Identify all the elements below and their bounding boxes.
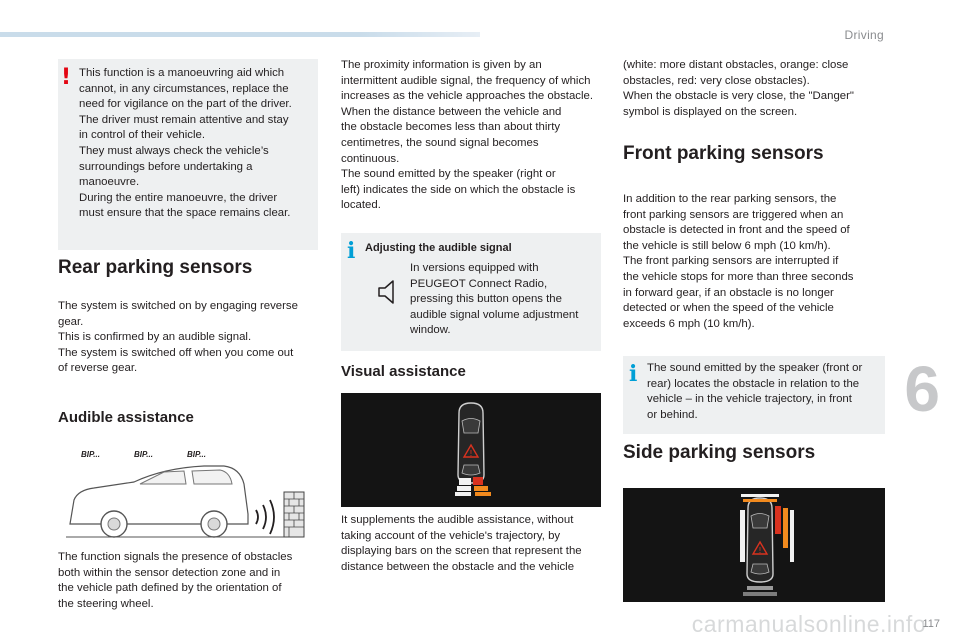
chapter-number: 6: [904, 353, 940, 425]
audible-assistance-text: The function signals the presence of obstacles both within the sensor detection zone and in the vehicle path defined by the orientation of the steering wheel.: [58, 551, 293, 610]
car-reversing-icon: [64, 444, 314, 544]
front-bar-white: [741, 494, 779, 497]
audible-assistance-title: Audible assistance: [58, 409, 194, 426]
rear-bar-grey: [747, 586, 773, 590]
rear-sensors-text: The system is switched on by engaging reverse gear. This is confirmed by an audible signal. The system is switched off when you come out of reverse gear.: [58, 300, 298, 375]
rear-bar-white: [457, 486, 471, 491]
car-topview-icon: [623, 488, 885, 602]
info-icon: i: [629, 361, 638, 387]
bip-label: BIP...: [81, 450, 100, 459]
info-icon: i: [347, 238, 356, 264]
rear-bar-white: [459, 478, 471, 485]
side-bar-white: [740, 510, 745, 562]
front-bar-orange: [743, 499, 777, 502]
front-sensors-title: Front parking sensors: [623, 143, 824, 164]
side-bar-orange: [783, 508, 788, 548]
rear-bar-orange: [474, 486, 488, 491]
warning-text: This function is a manoeuvring aid which cannot, in any circumstances, replace the need for vigilance on the part of the driver. The driver must remain attentive and stay in control of their vehicle. They must always check the vehicle’s surroundings before undertaking a manoeuvre. During the entire manoeuvre, the driver must ensure that the space remains clear.: [79, 67, 292, 220]
side-bar-white: [790, 510, 794, 562]
adjust-signal-box: [341, 233, 601, 351]
visual-assistance-text: It supplements the audible assistance, without taking account of the vehicle's trajectory, by displaying bars on the screen that represent the distance between the obstacle and the vehicle: [341, 514, 582, 573]
proximity-text: The proximity information is given by an intermittent audible signal, the frequency of which increases as the vehicle approaches the obstacle. When the distance between the vehicle and the obstacle becomes less than about thirty centimetres, the sound signal becomes continuous. The sound emitted by the speaker (right or left) indicates the side on which the obstacle is located.: [341, 59, 594, 212]
rear-bar-white: [455, 492, 471, 496]
side-sensors-title: Side parking sensors: [623, 442, 816, 463]
warning-exclamation-icon: !: [61, 65, 72, 90]
rear-bar-orange: [475, 492, 491, 496]
header-bar: [0, 32, 480, 37]
svg-text:!: !: [469, 449, 473, 458]
speaker-info-text: The sound emitted by the speaker (front or rear) locates the obstacle in relation to the vehicle – in the vehicle trajectory, in front or behind.: [647, 362, 863, 421]
bip-label: BIP...: [187, 450, 206, 459]
car-topview-icon: [341, 393, 601, 507]
svg-text:!: !: [758, 546, 762, 555]
adjust-signal-text: In versions equipped with PEUGEOT Connect Radio, pressing this button opens the audible signal volume adjustment window.: [410, 262, 579, 337]
rear-bar-red: [473, 477, 483, 485]
side-sensor-screen: [623, 488, 885, 602]
audible-illustration: [64, 444, 314, 544]
front-sensors-text: In addition to the rear parking sensors, the front parking sensors are triggered when an obstacle is detected in front and the speed of the vehicle is still below 6 mph (10 km/h). The front parking sensors are interrupted if the vehicle stops for more than three seconds in forward gear, if an obstacle is no longer detected or when the speed of the vehicle exceeds 6 mph (10 km/h).: [623, 193, 854, 330]
section-title: Driving: [844, 28, 884, 42]
speaker-info-box: [623, 356, 885, 434]
page-number: 117: [922, 618, 940, 630]
rear-sensors-title: Rear parking sensors: [58, 257, 253, 278]
speaker-button-icon: [377, 279, 399, 305]
rear-sensor-screen: [341, 393, 601, 507]
watermark: carmanualsonline.info: [691, 611, 926, 637]
warning-box: [58, 59, 318, 250]
bip-label: BIP...: [134, 450, 153, 459]
adjust-signal-title: Adjusting the audible signal: [365, 242, 512, 254]
visual-assistance-title: Visual assistance: [341, 363, 466, 380]
side-bar-red: [775, 506, 781, 534]
colour-legend-text: (white: more distant obstacles, orange: close obstacles, red: very close obstacles). When the obstacle is very close, the "Danger" symbol is displayed on the screen.: [623, 59, 854, 118]
rear-bar-grey: [743, 592, 777, 596]
